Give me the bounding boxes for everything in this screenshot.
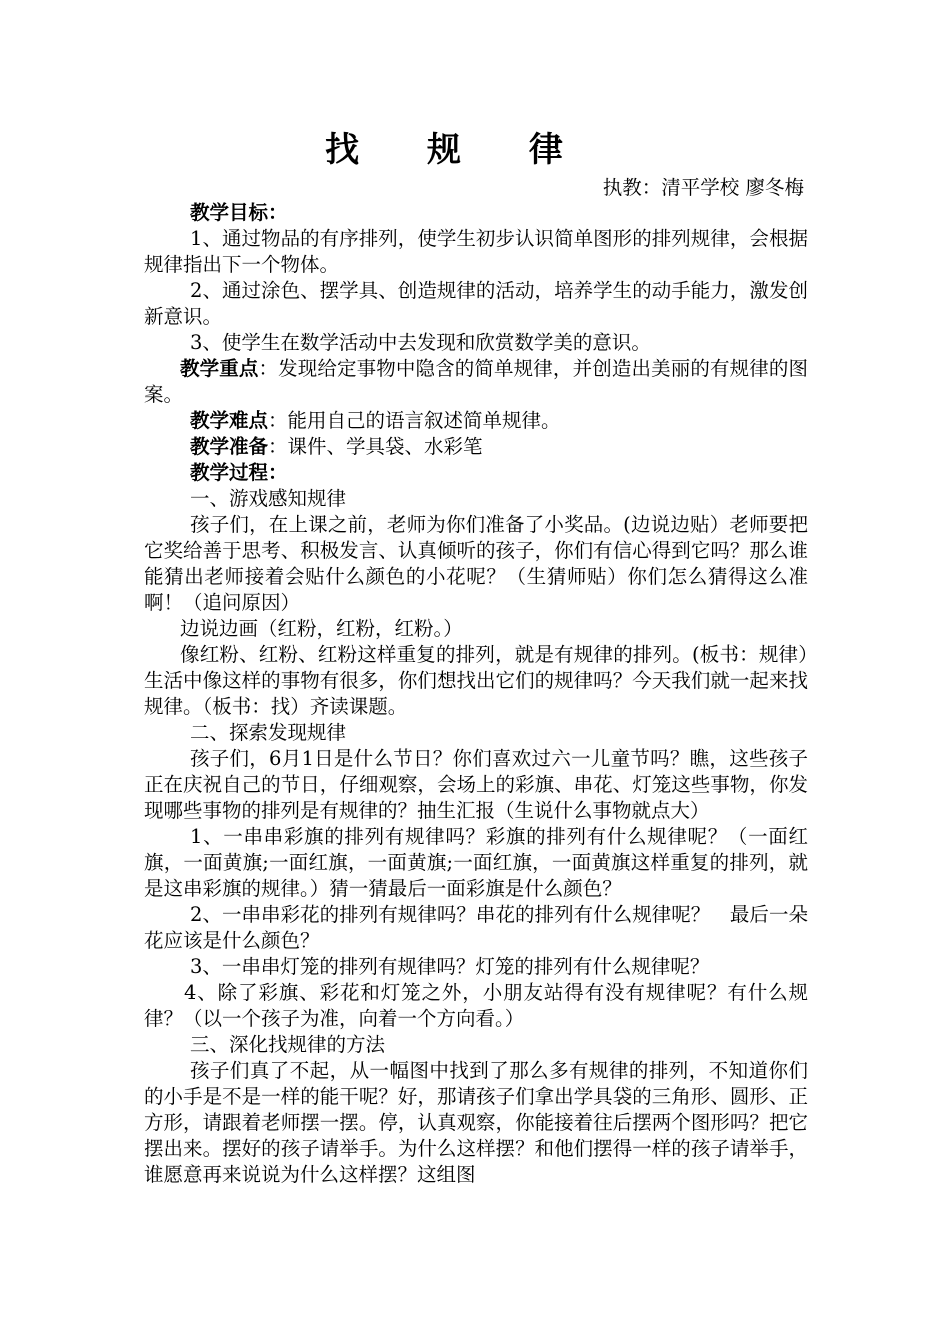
objective-2: 2、通过涂色、摆学具、创造规律的活动，培养学生的动手能力，激发创新意识。	[144, 279, 808, 328]
section-2-paragraph-1: 孩子们，6月1日是什么节日？你们喜欢过六一儿童节吗？瞧，这些孩子正在庆祝自己的节日，仔细观察，会场上的彩旗、串花、灯笼这些事物，你发现哪些事物的排列是有规律的？抽生汇报（生说什么事物就点大）	[144, 747, 808, 822]
objectives-heading: 教学目标：	[190, 201, 288, 224]
objective-1: 1、通过物品的有序排列，使学生初步认识简单图形的排列规律，会根据规律指出下一个物体。	[144, 227, 808, 276]
section-1-paragraph-3: 像红粉、红粉、红粉这样重复的排列，就是有规律的排列。(板书：规律）生活中像这样的事物有很多，你们想找出它们的规律吗？今天我们就一起来找规律。（板书：找）齐读课题。	[144, 643, 808, 718]
document-body	[144, 200, 808, 1188]
section-3-paragraph-1: 孩子们真了不起，从一幅图中找到了那么多有规律的排列，不知道你们的小手是不是一样的能干呢？好，那请孩子们拿出学具袋的三角形、圆形、正方形，请跟着老师摆一摆。停，认真观察，你能接着往后摆两个图形吗？把它摆出来。摆好的孩子请举手。为什么这样摆？和他们摆得一样的孩子请举手，谁愿意再来说说为什么这样摆？这组图	[144, 1059, 808, 1186]
section-1-paragraph-1: 孩子们，在上课之前，老师为你们准备了小奖品。(边说边贴）老师要把它奖给善于思考、积极发言、认真倾听的孩子，你们有信心得到它吗？那么谁能猜出老师接着会贴什么颜色的小花呢？（生猜师贴）你们怎么猜得这么准啊！（追问原因）	[144, 513, 808, 614]
section-1-heading: 一、游戏感知规律	[190, 487, 347, 510]
document-title: 找 规 律	[325, 130, 591, 170]
difficulty	[144, 408, 808, 434]
objective-3: 3、使学生在数学活动中去发现和欣赏数学美的意识。	[190, 331, 651, 354]
section-3-heading: 三、深化找规律的方法	[190, 1033, 386, 1056]
key-point-label: 教学重点	[180, 357, 259, 380]
section-1-paragraph-2: 边说边画（红粉，红粉，红粉。）	[180, 617, 463, 640]
key-point-text: ：发现给定事物中隐含的简单规律，并创造出美丽的有规律的图案。	[144, 357, 808, 406]
preparation-label: 教学准备	[190, 435, 269, 458]
preparation-text: ：课件、学具袋、水彩笔	[268, 435, 483, 458]
section-2-paragraph-3: 2、一串串彩花的排列有规律吗？串花的排列有什么规律呢？ 最后一朵花应该是什么颜色？	[144, 903, 808, 952]
key-point	[144, 356, 808, 408]
difficulty-label: 教学难点	[190, 409, 269, 432]
section-2-heading: 二、探索发现规律	[190, 721, 347, 744]
difficulty-text: ：能用自己的语言叙述简单规律。	[268, 409, 561, 432]
section-2-paragraph-4: 3、一串串灯笼的排列有规律吗？灯笼的排列有什么规律呢？	[190, 955, 710, 978]
preparation	[144, 434, 808, 460]
section-2-paragraph-2: 1、一串串彩旗的排列有规律吗？彩旗的排列有什么规律呢？（一面红旗，一面黄旗;一面红旗，一面黄旗;一面红旗，一面黄旗这样重复的排列，就是这串彩旗的规律。）猜一猜最后一面彩旗是什么颜色？	[144, 825, 808, 900]
author-line: 执教：清平学校 廖冬梅	[602, 176, 804, 199]
process-heading: 教学过程：	[190, 461, 288, 484]
section-2-paragraph-5: 4、除了彩旗、彩花和灯笼之外，小朋友站得有没有规律呢？有什么规律？（以一个孩子为准，向着一个方向看。）	[144, 981, 808, 1030]
